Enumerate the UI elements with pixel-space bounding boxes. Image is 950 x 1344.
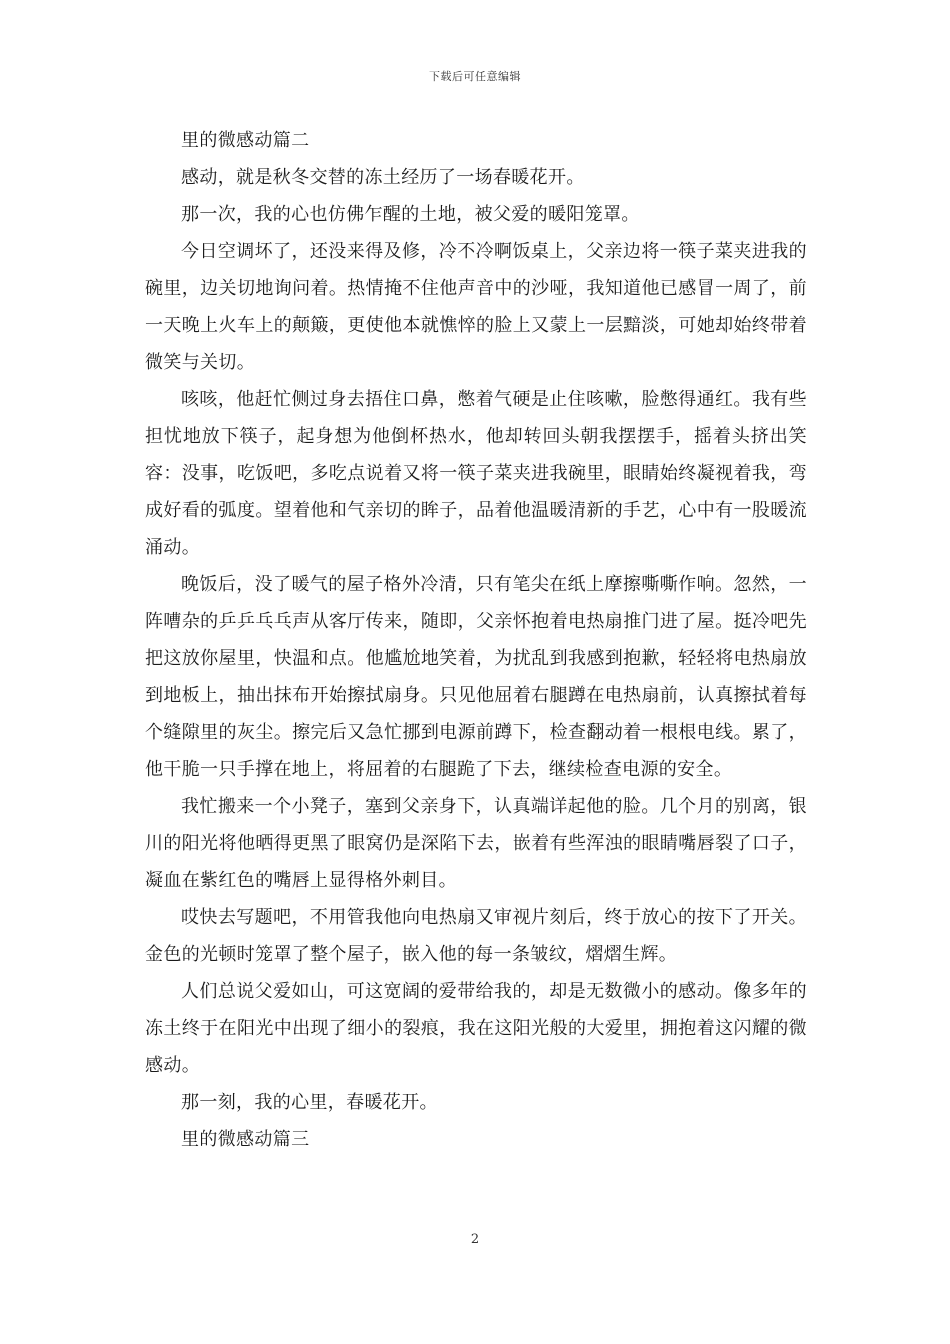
section-title: 里的微感动篇二: [181, 130, 310, 151]
page-header-note: 下载后可任意编辑: [429, 70, 521, 83]
page-number: 2: [470, 1232, 480, 1247]
paragraph: 哎快去写题吧，不用管我他向电热扇又审视片刻后，终于放心的按下了开关。金色的光顿时笼罩了整个屋子，嵌入他的每一条皱纹，熠熠生辉。: [145, 907, 807, 965]
paragraph: 人们总说父爱如山，可这宽阔的爱带给我的，却是无数微小的感动。像多年的冻土终于在阳光中出现了细小的裂痕，我在这阳光般的大爱里，拥抱着这闪耀的微感动。: [145, 981, 807, 1076]
paragraph: 那一次，我的心也仿佛乍醒的土地，被父爱的暖阳笼罩。: [181, 204, 640, 225]
section-title: 里的微感动篇三: [181, 1129, 310, 1150]
paragraph: 晚饭后，没了暖气的屋子格外冷清，只有笔尖在纸上摩擦嘶嘶作响。忽然，一阵嘈杂的乒乒乓乓声从客厅传来，随即，父亲怀抱着电热扇推门进了屋。挺冷吧先把这放你屋里，快温和点。他尴尬地笑着，为扰乱到我感到抱歉，轻轻将电热扇放到地板上，抽出抹布开始擦拭扇身。只见他屈着右腿蹲在电热扇前，认真擦拭着每个缝隙里的灰尘。擦完后又急忙挪到电源前蹲下，检查翻动着一根根电线。累了，他干脆一只手撑在地上，将屈着的右腿跪了下去，继续检查电源的安全。: [145, 574, 807, 780]
document-body: [145, 122, 807, 1158]
paragraph: 我忙搬来一个小凳子，塞到父亲身下，认真端详起他的脸。几个月的别离，银川的阳光将他晒得更黑了眼窝仍是深陷下去，嵌着有些浑浊的眼睛嘴唇裂了口子，凝血在紫红色的嘴唇上显得格外刺目。: [145, 796, 807, 891]
paragraph: 咳咳，他赶忙侧过身去捂住口鼻，憋着气硬是止住咳嗽，脸憋得通红。我有些担忧地放下筷子，起身想为他倒杯热水，他却转回头朝我摆摆手，摇着头挤出笑容：没事，吃饭吧，多吃点说着又将一筷子菜夹进我碗里，眼睛始终凝视着我，弯成好看的弧度。望着他和气亲切的眸子，品着他温暖清新的手艺，心中有一股暖流涌动。: [145, 389, 807, 558]
paragraph: 感动，就是秋冬交替的冻土经历了一场春暖花开。: [181, 167, 585, 188]
paragraph: 那一刻，我的心里，春暖花开。: [181, 1092, 438, 1113]
paragraph: 今日空调坏了，还没来得及修，冷不冷啊饭桌上，父亲边将一筷子菜夹进我的碗里，边关切地询问着。热情掩不住他声音中的沙哑，我知道他已感冒一周了，前一天晚上火车上的颠簸，更使他本就憔悴的脸上又蒙上一层黯淡，可她却始终带着微笑与关切。: [145, 241, 807, 373]
